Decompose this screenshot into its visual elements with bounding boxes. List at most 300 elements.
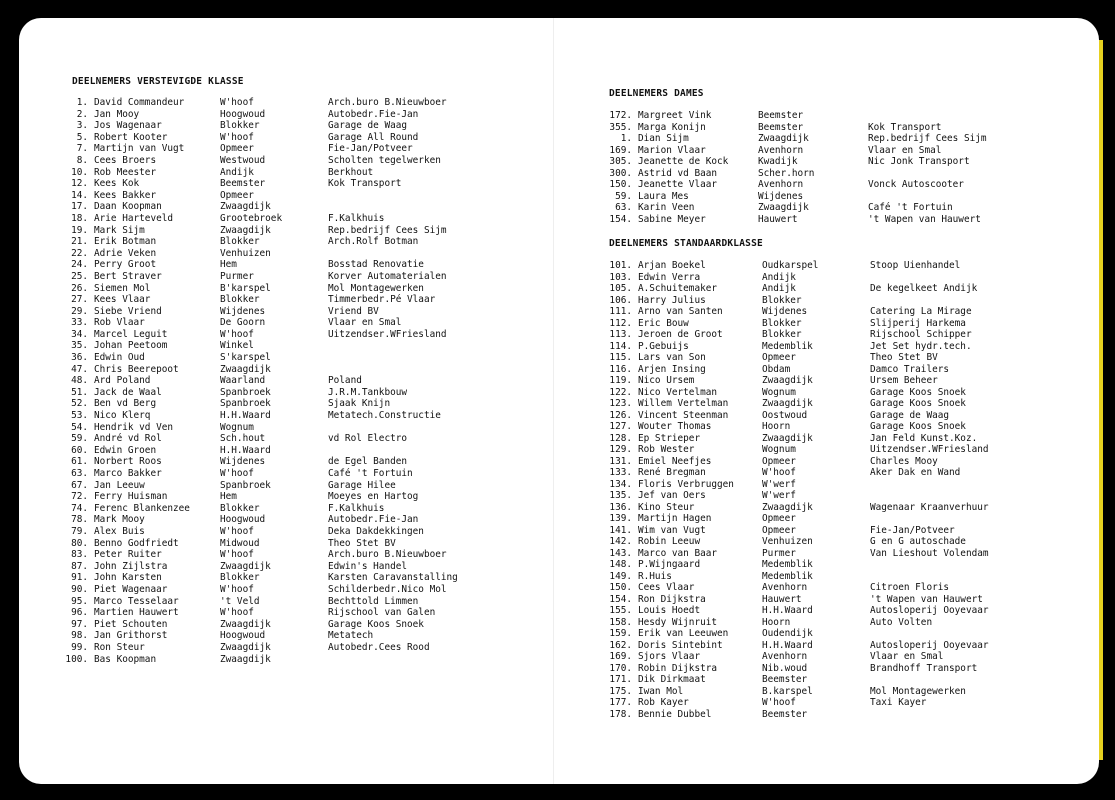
entry-number: 128. (609, 432, 632, 444)
table-row (606, 133, 1076, 145)
table-row (62, 630, 532, 642)
entry-number: 29. (71, 305, 88, 317)
participant-name: Vincent Steenman (638, 409, 729, 421)
table-row (606, 444, 1076, 456)
participant-town: H.H.Waard (220, 444, 271, 456)
participant-name: Martijn Hagen (638, 513, 712, 524)
participant-name: Benno Godfriedt (94, 537, 179, 549)
table-row (606, 605, 1076, 617)
participant-town: W'werf (762, 478, 796, 490)
participant-name: Marcel Leguit (94, 328, 168, 340)
sponsor-name: Mol Montagewerken (870, 685, 966, 697)
table-row (62, 225, 532, 237)
participant-town: H.H.Waard (762, 605, 813, 616)
participant-name: P.Gebuijs (638, 340, 689, 352)
entry-number: 148. (609, 559, 632, 570)
sponsor-name: Moeyes en Hartog (328, 491, 419, 503)
participant-name: Hendrik vd Ven (94, 421, 174, 433)
entry-number: 54. (71, 421, 88, 433)
sponsor-name: Café 't Fortuin (328, 468, 413, 479)
participant-town: Blokker (762, 329, 802, 340)
participant-name: André vd Rol (94, 433, 162, 445)
entry-number: 87. (71, 560, 88, 572)
table-row (606, 456, 1076, 468)
table-row (62, 654, 532, 666)
participant-name: Arie Harteveld (94, 212, 174, 224)
participant-name: Kees Kok (94, 178, 140, 190)
participant-town: Andijk (220, 166, 254, 178)
participant-town: Opmeer (220, 143, 254, 155)
table-row (606, 398, 1076, 410)
entry-number: 14. (71, 189, 88, 201)
participant-town: Hem (220, 491, 237, 503)
sponsor-name: G en G autoschade (870, 536, 966, 547)
table-row (62, 155, 532, 167)
sponsor-name: Bosstad Renovatie (328, 259, 424, 271)
entry-number: 83. (71, 549, 88, 561)
participant-town: Spanbroek (220, 386, 271, 398)
table-row (606, 651, 1076, 663)
entry-number: 34. (71, 328, 88, 340)
table-row (606, 594, 1076, 606)
entry-number: 8. (76, 154, 88, 166)
participant-name: Jack de Waal (94, 386, 162, 398)
participant-town: Spanbroek (220, 479, 271, 491)
participant-name: Arjen Insing (638, 363, 706, 375)
participant-town: W'hoof (220, 328, 254, 340)
entry-number: 1. (76, 97, 88, 108)
sponsor-name: Garage Koos Snoek (870, 421, 966, 432)
sponsor-name: Garage Hilee (328, 479, 396, 491)
entry-number: 36. (71, 352, 88, 364)
table-row (606, 697, 1076, 709)
participant-town: Beemster (762, 674, 808, 685)
participant-town: Opmeer (220, 189, 254, 201)
sponsor-name: Autosloperij Ooyevaar (870, 605, 989, 616)
participant-name: Daan Koopman (94, 201, 162, 213)
entry-number: 90. (71, 583, 88, 595)
participant-name: Piet Schouten (94, 618, 168, 630)
table-row (606, 709, 1076, 721)
table-row (606, 156, 1076, 168)
entry-number: 143. (609, 547, 632, 559)
entry-number: 162. (609, 639, 632, 651)
entry-number: 105. (609, 283, 632, 294)
sponsor-name: Arch.Rolf Botman (328, 236, 419, 248)
participant-name: Edwin Oud (94, 352, 145, 364)
participant-name: Marco Bakker (94, 468, 162, 479)
entry-number: 134. (609, 478, 632, 490)
left-participant-list (62, 97, 532, 665)
table-row (62, 514, 532, 526)
table-row (62, 619, 532, 631)
table-row (62, 549, 532, 561)
table-row (62, 167, 532, 179)
table-row (606, 329, 1076, 341)
participant-town: Opmeer (762, 524, 796, 536)
entry-number: 131. (609, 455, 632, 467)
entry-number: 74. (71, 502, 88, 514)
participant-town: Blokker (220, 236, 260, 248)
participant-name: John Zijlstra (94, 560, 168, 572)
table-row (62, 538, 532, 550)
entry-number: 95. (71, 595, 88, 607)
table-row (606, 179, 1076, 191)
table-row (62, 480, 532, 492)
table-row (62, 526, 532, 538)
sponsor-name: Autosloperij Ooyevaar (870, 639, 989, 651)
left-section-title: DEELNEMERS VERSTEVIGDE KLASSE (72, 76, 244, 87)
sponsor-name: F.Kalkhuis (328, 212, 385, 224)
entry-number: 3. (76, 120, 88, 132)
sponsor-name: Garage All Round (328, 131, 419, 143)
participant-name: Louis Hoedt (638, 605, 701, 616)
dames-participant-list (606, 110, 1076, 225)
participant-town: Hoogwoud (220, 630, 266, 642)
participant-town: Zwaagdijk (762, 375, 813, 386)
entry-number: 355. (609, 121, 632, 133)
participant-name: Ron Steur (94, 641, 145, 653)
participant-town: Andijk (762, 271, 796, 283)
table-row (62, 433, 532, 445)
participant-name: Chris Beerepoot (94, 363, 179, 375)
participant-name: Arjan Boekel (638, 260, 706, 271)
entry-number: 25. (71, 270, 88, 282)
entry-number: 111. (609, 306, 632, 317)
standaard-section-title: DEELNEMERS STANDAARDKLASSE (609, 238, 763, 249)
entry-number: 159. (609, 628, 632, 639)
sponsor-name: Karsten Caravanstalling (328, 572, 458, 584)
entry-number: 178. (609, 708, 632, 720)
sponsor-name: Scholten tegelwerken (328, 154, 441, 166)
participant-town: Oostwoud (762, 409, 808, 421)
participant-name: Rob Wester (638, 444, 695, 455)
sponsor-name: Wagenaar Kraanverhuur (870, 501, 989, 513)
entry-number: 19. (71, 224, 88, 236)
participant-town: Obdam (762, 363, 791, 375)
sponsor-name: Fie-Jan/Potveer (328, 143, 413, 155)
entry-number: 154. (609, 213, 632, 225)
participant-name: P.Wijngaard (638, 559, 701, 570)
participant-name: Kino Steur (638, 501, 695, 513)
sponsor-name: Slijperij Harkema (870, 317, 966, 329)
entry-number: 115. (609, 352, 632, 363)
entry-number: 305. (609, 156, 632, 167)
participant-town: Blokker (220, 294, 260, 306)
participant-town: B'karspel (220, 282, 271, 294)
entry-number: 51. (71, 386, 88, 398)
participant-name: Mark Sijm (94, 224, 145, 236)
participant-name: Bennie Dubbel (638, 708, 712, 720)
participant-town: Zwaagdijk (762, 501, 813, 513)
participant-name: Robin Leeuw (638, 536, 701, 547)
participant-name: John Karsten (94, 572, 162, 584)
table-row (62, 584, 532, 596)
table-row (606, 536, 1076, 548)
participant-town: Beemster (758, 121, 804, 133)
entry-number: 61. (71, 456, 88, 468)
entry-number: 7. (76, 143, 88, 155)
participant-town: Blokker (762, 294, 802, 306)
participant-town: Oudendijk (762, 628, 813, 639)
table-row (62, 352, 532, 364)
participant-town: Spanbroek (220, 398, 271, 410)
table-row (62, 190, 532, 202)
table-row (606, 640, 1076, 652)
sponsor-name: Jet Set hydr.tech. (870, 340, 972, 352)
participant-town: Zwaagdijk (220, 224, 271, 236)
participant-name: Jeroen de Groot (638, 329, 723, 340)
sponsor-name: Garage de Waag (870, 409, 950, 421)
table-row (606, 122, 1076, 134)
entry-number: 150. (609, 582, 632, 593)
table-row (606, 617, 1076, 629)
table-row (62, 201, 532, 213)
participant-name: Marga Konijn (638, 121, 706, 133)
entry-number: 122. (609, 386, 632, 398)
participant-name: Rob Meester (94, 166, 157, 178)
participant-name: Alex Buis (94, 525, 145, 537)
sponsor-name: de Egel Banden (328, 456, 408, 468)
entry-number: 116. (609, 363, 632, 375)
participant-town: Hoogwoud (220, 108, 266, 120)
entry-number: 21. (71, 236, 88, 248)
table-row (606, 559, 1076, 571)
table-row (606, 295, 1076, 307)
table-row (62, 398, 532, 410)
sponsor-name: Garage Koos Snoek (870, 398, 966, 409)
participant-name: Sabine Meyer (638, 213, 706, 225)
participant-town: Blokker (220, 120, 260, 132)
entry-number: 60. (71, 444, 88, 456)
sponsor-name: Vlaar en Smal (868, 144, 942, 156)
entry-number: 300. (609, 167, 632, 179)
entry-number: 112. (609, 317, 632, 329)
table-row (606, 306, 1076, 318)
sponsor-name: 't Wapen van Hauwert (870, 593, 983, 605)
entry-number: 155. (609, 605, 632, 616)
table-row (606, 283, 1076, 295)
table-row (62, 294, 532, 306)
participant-town: Beemster (220, 178, 266, 190)
participant-town: Opmeer (762, 455, 796, 467)
sponsor-name: Brandhoff Transport (870, 662, 978, 674)
sponsor-name: Arch.buro B.Nieuwboer (328, 549, 447, 561)
sponsor-name: Taxi Kayer (870, 697, 927, 708)
entry-number: 103. (609, 271, 632, 283)
table-row (62, 491, 532, 503)
sponsor-name: Autobedr.Cees Rood (328, 641, 430, 653)
participant-town: Hoorn (762, 616, 791, 628)
participant-name: Jef van Oers (638, 490, 706, 501)
entry-number: 12. (71, 178, 88, 190)
sponsor-name: Jan Feld Kunst.Koz. (870, 432, 978, 444)
entry-number: 59. (615, 190, 632, 202)
participant-name: Jeanette Vlaar (638, 179, 718, 190)
participant-name: Bert Straver (94, 270, 162, 282)
participant-town: W'hoof (220, 97, 254, 108)
participant-name: Norbert Roos (94, 456, 162, 468)
table-row (62, 445, 532, 457)
sponsor-name: Garage de Waag (328, 120, 408, 132)
entry-number: 91. (71, 572, 88, 584)
entry-number: 113. (609, 329, 632, 340)
participant-name: Johan Peetoom (94, 340, 168, 352)
participant-town: Blokker (762, 317, 802, 329)
sponsor-name: 't Wapen van Hauwert (868, 213, 981, 225)
participant-town: 't Veld (220, 595, 260, 607)
participant-name: Nico Vertelman (638, 386, 718, 398)
sponsor-name: Berkhout (328, 166, 374, 178)
entry-number: 106. (609, 294, 632, 306)
participant-town: Wijdenes (220, 456, 266, 468)
participant-town: Avenhorn (758, 144, 804, 156)
entry-number: 2. (76, 108, 88, 120)
sponsor-name: Aker Dak en Wand (870, 467, 961, 478)
entry-number: 177. (609, 697, 632, 708)
entry-number: 53. (71, 410, 88, 422)
sponsor-name: Café 't Fortuin (868, 202, 953, 213)
participant-name: Rob Vlaar (94, 317, 145, 329)
participant-name: Nico Klerq (94, 410, 151, 422)
participant-town: W'hoof (762, 697, 796, 708)
entry-number: 33. (71, 317, 88, 329)
participant-town: W'werf (762, 490, 796, 501)
page-edge (1099, 40, 1103, 760)
participant-name: Cees Vlaar (638, 582, 695, 593)
table-row (62, 503, 532, 515)
sponsor-name: Auto Volten (870, 616, 933, 628)
table-row (606, 421, 1076, 433)
entry-number: 27. (71, 294, 88, 306)
participant-town: De Goorn (220, 317, 266, 329)
sponsor-name: Rijschool van Galen (328, 607, 436, 619)
entry-number: 17. (71, 201, 88, 213)
participant-town: Kwadijk (758, 156, 798, 167)
participant-name: Ard Poland (94, 375, 151, 387)
table-row (606, 628, 1076, 640)
participant-town: Hauwert (758, 213, 798, 225)
entry-number: 26. (71, 282, 88, 294)
participant-town: Zwaagdijk (220, 618, 271, 630)
participant-town: Opmeer (762, 352, 796, 363)
participant-town: Blokker (220, 502, 260, 514)
table-row (606, 168, 1076, 180)
entry-number: 1. (620, 133, 632, 144)
table-row (62, 561, 532, 573)
participant-town: Zwaagdijk (220, 363, 271, 375)
participant-town: Midwoud (220, 537, 260, 549)
participant-town: W'hoof (220, 468, 254, 479)
table-row (62, 283, 532, 295)
table-row (62, 329, 532, 341)
participant-town: Hauwert (762, 593, 802, 605)
entry-number: 99. (71, 641, 88, 653)
participant-town: Zwaagdijk (220, 641, 271, 653)
sponsor-name: vd Rol Electro (328, 433, 408, 445)
participant-town: W'hoof (220, 607, 254, 619)
participant-town: Purmer (762, 547, 796, 559)
participant-town: Opmeer (762, 513, 796, 524)
entry-number: 135. (609, 490, 632, 501)
entry-number: 59. (71, 433, 88, 445)
sponsor-name: Metatech (328, 630, 374, 642)
table-row (62, 607, 532, 619)
table-row (606, 387, 1076, 399)
participant-name: Iwan Mol (638, 685, 684, 697)
participant-name: Adrie Veken (94, 247, 157, 259)
participant-name: Hesdy Wijnruit (638, 616, 718, 628)
table-row (606, 364, 1076, 376)
table-row (62, 271, 532, 283)
participant-town: Grootebroek (220, 212, 283, 224)
entry-number: 18. (71, 212, 88, 224)
entry-number: 149. (609, 570, 632, 582)
participant-name: Marco Tesselaar (94, 595, 179, 607)
table-row (606, 571, 1076, 583)
participant-town: Andijk (762, 283, 796, 294)
participant-town: Hem (220, 259, 237, 271)
participant-name: David Commandeur (94, 97, 185, 108)
sponsor-name: Mol Montagewerken (328, 282, 424, 294)
table-row (62, 259, 532, 271)
table-row (606, 479, 1076, 491)
participant-town: Blokker (220, 572, 260, 584)
table-row (62, 375, 532, 387)
sponsor-name: Citroen Floris (870, 582, 950, 593)
participant-town: W'hoof (220, 525, 254, 537)
sponsor-name: Poland (328, 375, 362, 387)
participant-name: Edwin Verra (638, 271, 701, 283)
entry-number: 67. (71, 479, 88, 491)
entry-number: 98. (71, 630, 88, 642)
table-row (62, 248, 532, 260)
participant-town: Wognum (762, 444, 796, 455)
participant-name: Martijn van Vugt (94, 143, 185, 155)
sponsor-name: Kok Transport (328, 178, 402, 190)
participant-town: Beemster (762, 708, 808, 720)
participant-town: Zwaagdijk (762, 398, 813, 409)
sponsor-name: Vriend BV (328, 305, 379, 317)
entry-number: 100. (65, 653, 88, 665)
participant-name: R.Huis (638, 570, 672, 582)
sponsor-name: J.R.M.Tankbouw (328, 386, 408, 398)
entry-number: 172. (609, 110, 632, 121)
participant-town: Wijdenes (220, 305, 266, 317)
table-row (606, 145, 1076, 157)
entry-number: 142. (609, 536, 632, 547)
participant-name: Siebe Vriend (94, 305, 162, 317)
participant-name: Doris Sintebint (638, 639, 723, 651)
entry-number: 48. (71, 375, 88, 387)
participant-town: W'hoof (220, 549, 254, 561)
table-row (62, 410, 532, 422)
table-row (606, 214, 1076, 226)
participant-town: Wijdenes (758, 190, 804, 202)
table-row (606, 674, 1076, 686)
participant-name: Sjors Vlaar (638, 651, 701, 662)
participant-town: Zwaagdijk (762, 432, 813, 444)
entry-number: 129. (609, 444, 632, 455)
entry-number: 127. (609, 421, 632, 432)
participant-name: Marion Vlaar (638, 144, 706, 156)
participant-name: Bas Koopman (94, 653, 157, 665)
table-row (606, 410, 1076, 422)
participant-name: Peter Ruiter (94, 549, 162, 561)
entry-number: 150. (609, 179, 632, 190)
participant-name: Laura Mes (638, 190, 689, 202)
entry-number: 101. (609, 260, 632, 271)
